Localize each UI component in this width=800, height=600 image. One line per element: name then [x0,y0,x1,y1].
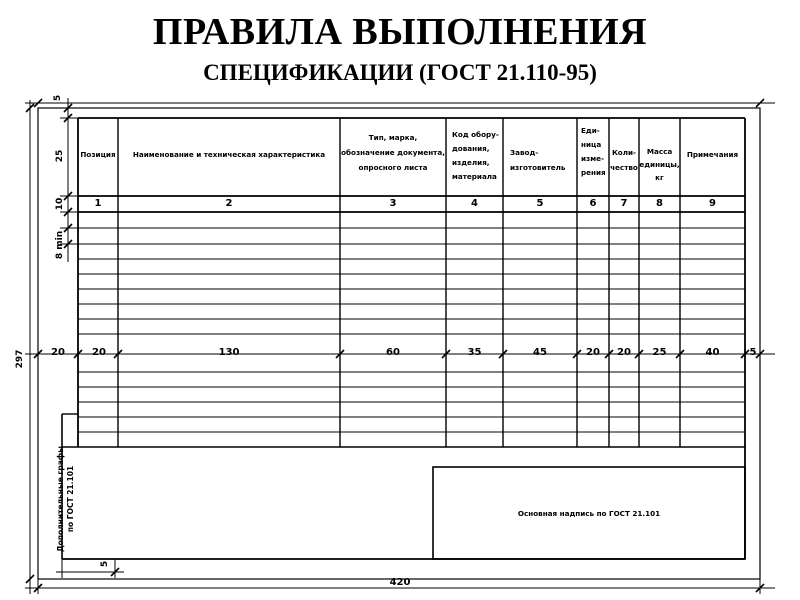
header-quantity-line2: чество [610,163,638,172]
header-code [452,128,504,184]
extra-columns-label-line1: Дополнительные графы [56,446,65,552]
dim-col-1: 20 [92,347,106,358]
header-unit [581,124,609,180]
header-name: Наименование и техническая характеристика [132,150,326,159]
extra-columns-label [56,441,76,557]
header-manufacturer-line2: изготовитель [510,163,566,172]
dim-col-9: 40 [705,347,720,358]
header-mass-line3: кг [655,173,664,182]
dim-col-8: 25 [652,347,667,358]
dim-bottom-gap: 5 [100,560,110,568]
header-type-line3: опросного листа [358,163,428,172]
header-code-line1: Код обору- [452,130,499,139]
dim-col-6: 20 [586,347,600,358]
header-mass [639,145,680,184]
title-block-label: Основная надпись по ГОСТ 21.101 [517,509,661,518]
column-number-8: 8 [656,198,663,209]
header-code-line3: изделия, [452,158,490,167]
header-manufacturer [510,145,576,175]
header-notes: Примечания [686,150,739,159]
dim-col-5: 45 [533,347,547,358]
header-unit-line2: ница [581,140,602,149]
header-code-line2: дования, [452,144,490,153]
column-number-1: 1 [94,198,102,209]
dim-sheet-height: 297 [15,349,25,369]
header-quantity-line1: Коли- [611,148,637,157]
column-number-6: 6 [589,198,597,209]
column-number-3: 3 [389,198,397,209]
header-unit-line1: Еди- [581,126,600,135]
dim-row-min: 8 min [55,230,65,260]
extra-columns-label-line2: по ГОСТ 21.101 [66,465,75,533]
column-number-7: 7 [620,198,628,209]
header-position: Позиция [80,150,116,159]
header-quantity [609,145,639,175]
header-unit-line3: изме- [581,154,604,163]
header-type-line2: обозначение документа, [341,148,445,157]
dim-top-margin: 5 [53,94,63,102]
header-unit-line4: рения [581,168,606,177]
dim-header-height: 25 [55,149,65,163]
dim-left-margin: 20 [51,347,65,358]
page-title: ПРАВИЛА ВЫПОЛНЕНИЯ [152,11,648,53]
page-subtitle: СПЕЦИФИКАЦИИ (ГОСТ 21.110-95) [203,60,597,85]
dim-col-2: 130 [218,347,240,358]
dim-sheet-width: 420 [389,577,411,588]
header-type-line1: Тип, марка, [368,133,418,142]
header-mass-line1: Масса [646,147,673,156]
column-number-9: 9 [709,198,716,209]
dim-col-3: 60 [386,347,400,358]
header-code-line4: материала [452,172,497,181]
column-number-2: 2 [225,198,233,209]
dim-right-margin: 5 [749,347,757,358]
column-number-4: 4 [471,198,478,209]
header-mass-line2: единицы, [639,160,680,169]
dim-col-4: 35 [467,347,482,358]
header-type [340,130,446,175]
column-number-5: 5 [536,198,544,209]
dim-num-row-height: 10 [55,197,65,211]
dim-col-7: 20 [617,347,631,358]
header-manufacturer-line1: Завод- [510,148,539,157]
